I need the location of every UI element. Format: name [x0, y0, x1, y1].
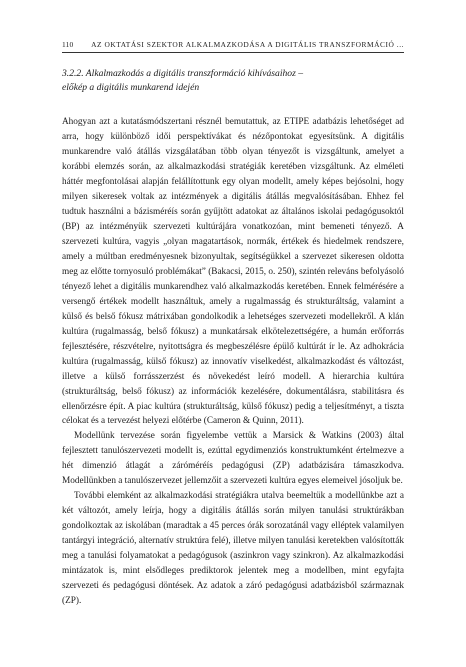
page-number: 110 — [62, 40, 74, 49]
section-heading-line-1: 3.2.2. Alkalmazkodás a digitális transzformáció kihívásaihoz – — [62, 68, 304, 79]
body-text — [62, 115, 404, 608]
section-heading-line-2: előkép a digitális munkarend idején — [62, 82, 200, 94]
running-title: AZ OKTATÁSI SZEKTOR ALKALMAZKODÁSA A DIGITÁLIS TRANSZFORMÁCIÓ ... — [91, 40, 404, 49]
running-header — [62, 40, 404, 53]
paragraph-1: Ahogyan azt a kutatásmódszertani résznél bemutattuk, az ETIPE adatbázis lehetőséget ad arra, hogy különböző idői perspektívákat és nézőpontokat egyesítsünk. A digitális munkarendre való átállás vizsgálatában több olyan tényezőt is vizsgáltunk, amelyet a korábbi elemzés során, az alkalmazkodási stratégiák keretében vizsgáltunk. Az elméleti háttér megfontolásai alapján felállítottunk egy olyan modellt, amely képes bejósolni, hogy milyen sikeresek voltak az intézmények a digitális átállás megvalósításában. Ehhez fel tudtuk használni a bázisméréís során gyűjtött adatokat az általános iskolai pedagógusoktól (BP) az intézményük szervezeti kultúrájára vonatkozóan, mint bemeneti tényező. A szervezeti kultúra, vagyis „olyan magatartások, normák, értékek és hiedelmek rendszere, amely a múltban eredményesnek bizonyultak, segítségükkel a szervezet sikeresen oldotta meg az előtte tornyosuló problémákat” (Bakacsi, 2015, o. 250), szintén releváns befolyásoló tényező lehet a digitális munkarendhez való alkalmazkodás keretében. Ennek felmérésére a versengő értékek modellt használtuk, amely a rugalmasság és strukturáltság, valamint a külső és belső fókusz mátrixában gondolkodik a lehetséges szervezeti modellekről. A klán kultúra (rugalmasság, belső fókusz) a munkatársak elkötelezettségére, a humán erőforrás fejlesztésére, részvételre, nyitottságra és megbeszélésre épülő kultúrát ír le. Az adhokrácia kultúra (rugalmasság, külső fókusz) az innovatív viselkedést, alkalmazkodást és változást, illetve a külső forrásszerzést és növekedést leíró modell. A hierarchia kultúra (strukturáltság, belső fókusz) az információk kezelésére, dokumentálásra, stabilitásra és ellenőrzésre épít. A piac kultúra (strukturáltság, külső fókusz) pedig a teljesítményt, a tiszta célokat és a tervezést helyezi előtérbe (Cameron & Quinn, 2011). — [62, 117, 404, 427]
paragraph-3: További elemként az alkalmazkodási stratégiákra utalva beemeltük a modellünkbe azt a két változót, amely leírja, hogy a digitális átállás során milyen tanulási struktúrákban gondolkoztak az iskolában (maradtak a 45 perces órák sorozatánál vagy elléptek valamilyen tantárgyi integráció, alternatív struktúra felé), illetve milyen tanulási keretekben valósították meg a tanulási folyamatokat a pedagógusok (aszinkron vagy szinkron). Az alkalmazkodási mintázatok is, mint elsődleges prediktorok jelentek meg a modellben, mint egyfajta szervezeti és pedagógusi döntések. Az adatok a záró pedagógusi adatbázisból származnak (ZP). — [62, 491, 404, 606]
paragraph-2: Modellünk tervezése során figyelembe vettük a Marsick & Watkins (2003) által fejlesztett tanulószervezeti modellt is, ezúttal egydimenziós konstruktumként értelmezve a hét dimenzió átlagát a záróméréís pedagógusi (ZP) adatbázisára támaszkodva. Modellünkben a tanulószervezet jellemzőit a szervezeti kultúra egyes elemeivel jósoljuk be. — [62, 431, 404, 487]
page — [62, 40, 404, 609]
section-heading — [62, 67, 404, 95]
